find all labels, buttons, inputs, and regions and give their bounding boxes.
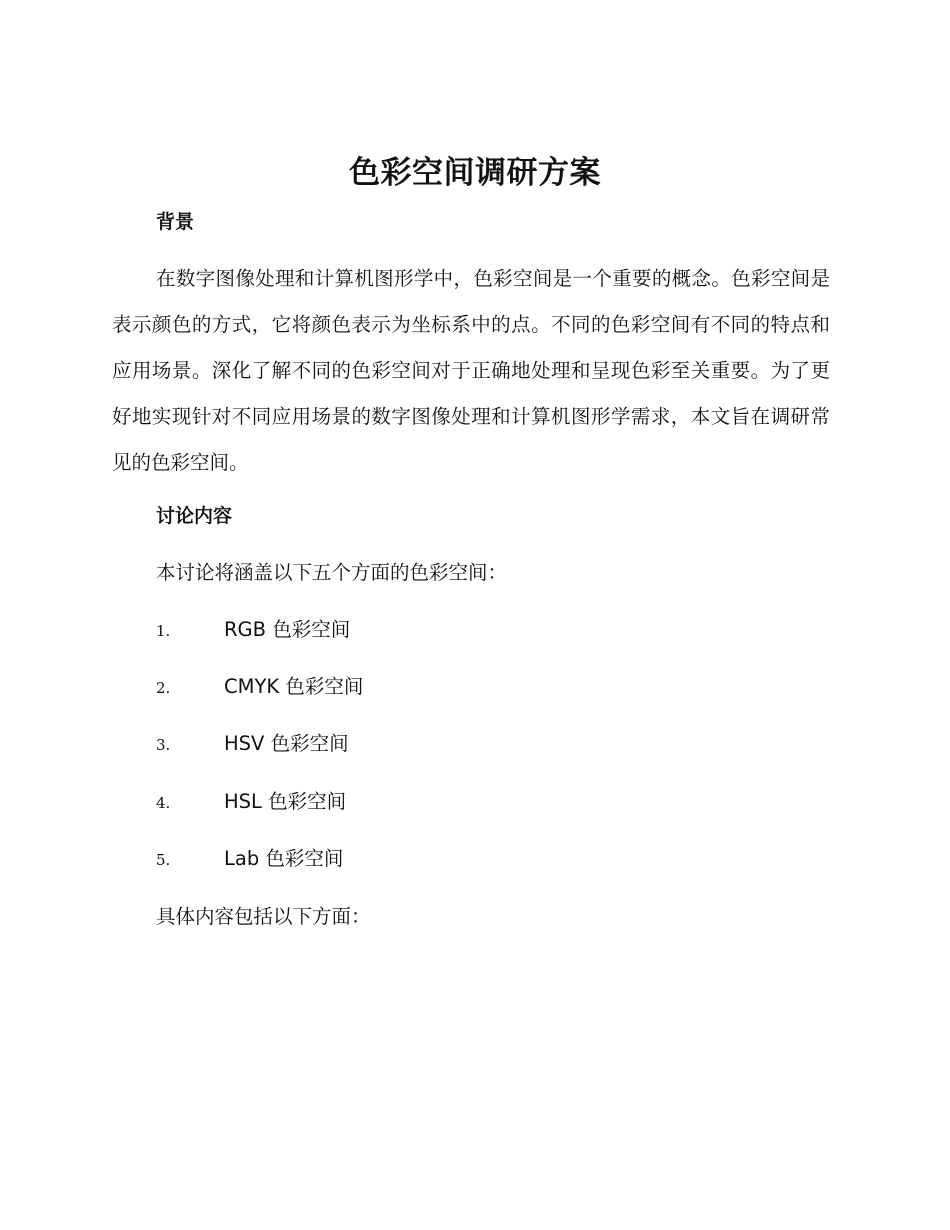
document-title: 色彩空间调研方案: [349, 155, 601, 191]
list-item: [156, 615, 656, 645]
list-number: 4.: [156, 794, 171, 812]
list-text: HSV 色彩空间: [224, 732, 349, 755]
list-item: [156, 729, 656, 759]
background-paragraph: 在数字图像处理和计算机图形学中，色彩空间是一个重要的概念。色彩空间是表示颜色的方式，它将颜色表示为坐标系中的点。不同的色彩空间有不同的特点和应用场景。深化了解不同的色彩空间对于正确地处理和呈现色彩至关重要。为了更好地实现针对不同应用场景的数字图像处理和计算机图形学需求，本文旨在调研常见的色彩空间。: [112, 267, 830, 474]
list-number: 5.: [156, 851, 171, 869]
list-text: HSL 色彩空间: [224, 790, 347, 813]
discussion-outro: 具体内容包括以下方面：: [156, 905, 371, 928]
list-item: [156, 787, 656, 817]
section-heading-background: 背景: [156, 211, 195, 233]
discussion-intro: 本讨论将涵盖以下五个方面的色彩空间：: [156, 561, 508, 584]
list-text: CMYK 色彩空间: [224, 675, 364, 698]
list-text: RGB 色彩空间: [224, 618, 351, 641]
list-item: [156, 672, 656, 702]
list-text: Lab 色彩空间: [224, 847, 344, 870]
list-number: 3.: [156, 736, 171, 754]
section-heading-discussion: 讨论内容: [156, 505, 233, 527]
list-number: 1.: [156, 622, 171, 640]
list-item: [156, 844, 656, 874]
list-number: 2.: [156, 679, 171, 697]
